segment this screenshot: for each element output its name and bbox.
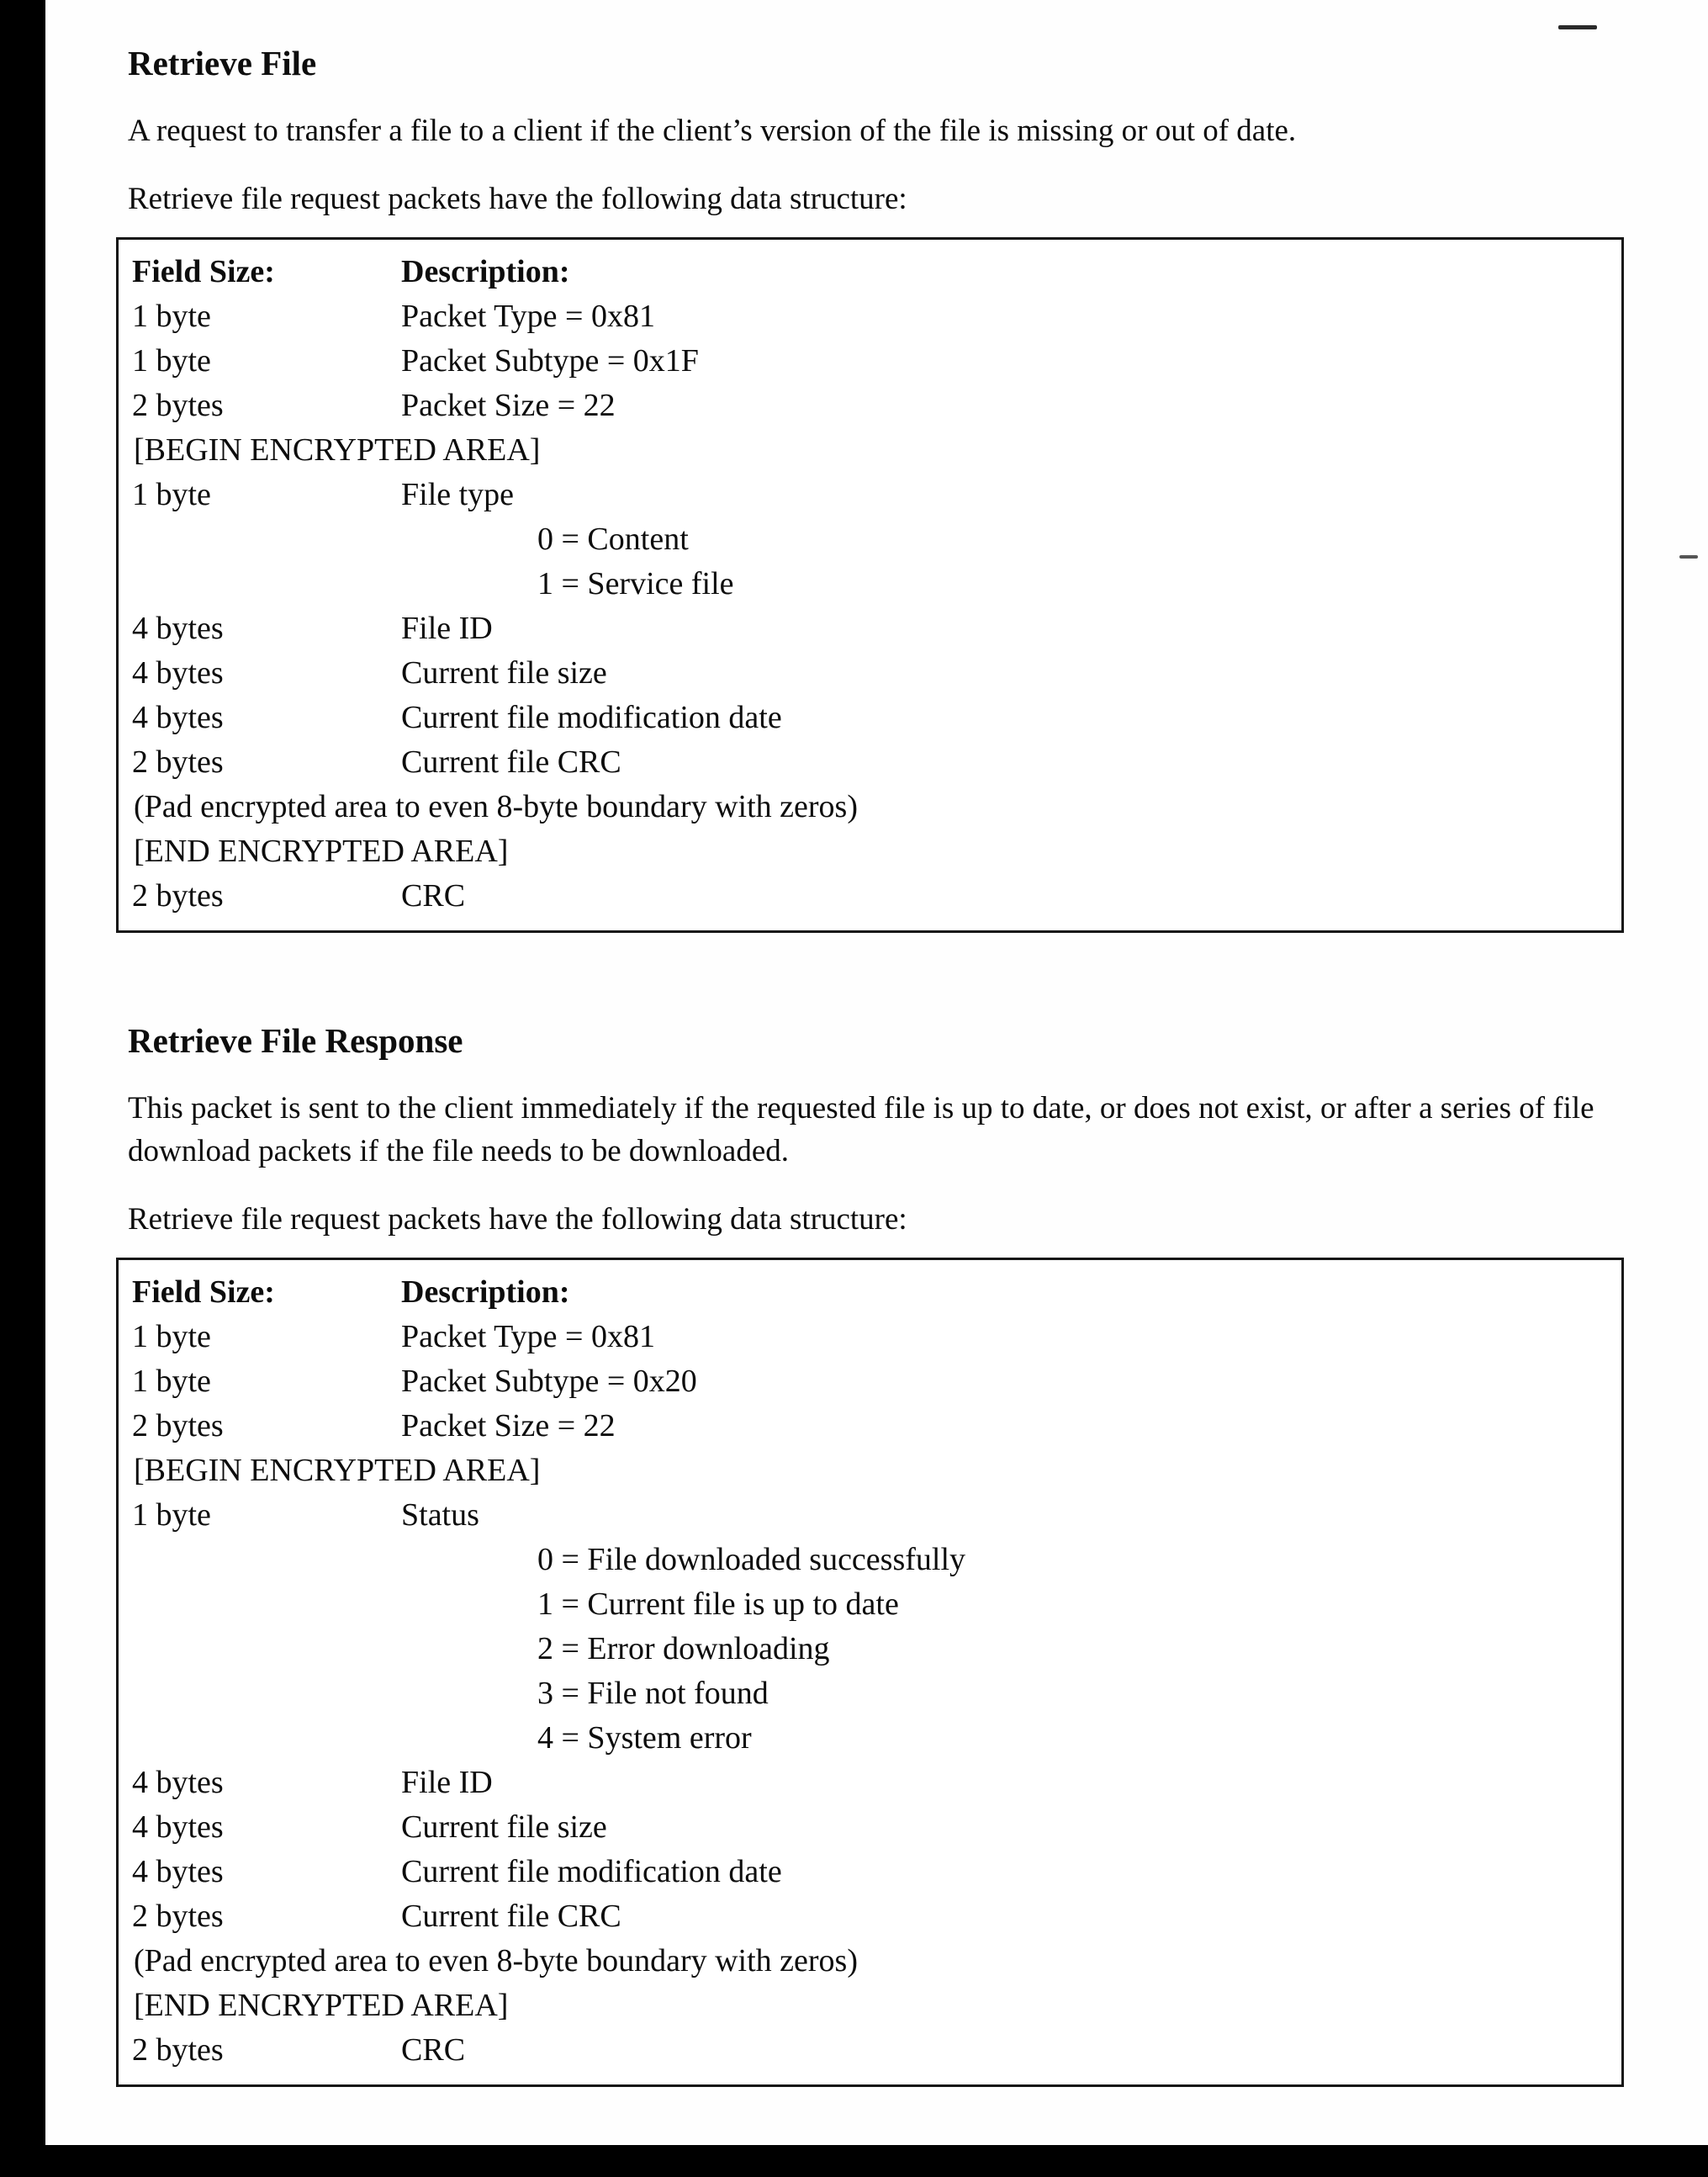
field-size: 1 byte bbox=[132, 477, 211, 512]
field-size: 2 bytes bbox=[132, 1408, 224, 1443]
packet-row-field bbox=[132, 473, 1606, 517]
field-size: 1 byte bbox=[132, 1364, 211, 1399]
field-size: 2 bytes bbox=[132, 388, 224, 423]
packet-structure-table-retrieve-file bbox=[116, 237, 1624, 933]
packet-row-header bbox=[132, 1270, 1606, 1315]
field-description: Current file modification date bbox=[401, 1854, 782, 1889]
packet-row-full: [END ENCRYPTED AREA] bbox=[134, 834, 509, 869]
section-heading-retrieve-file-response: Retrieve File Response bbox=[128, 1021, 463, 1060]
packet-row-option: 0 = File downloaded successfully bbox=[537, 1542, 966, 1577]
field-size: 2 bytes bbox=[132, 744, 224, 780]
scan-artifact-bottom-bar bbox=[0, 2145, 1708, 2177]
packet-row-field bbox=[132, 606, 1606, 651]
packet-row-field bbox=[132, 651, 1606, 696]
packet-row-option: 4 = System error bbox=[537, 1720, 752, 1756]
field-description: Packet Type = 0x81 bbox=[401, 1319, 655, 1354]
packet-row-field bbox=[132, 1493, 1606, 1538]
paragraph-retrieve-file-description: A request to transfer a file to a client if the client’s version of the file is missing or out of date. bbox=[128, 114, 1297, 148]
field-size: 2 bytes bbox=[132, 1899, 224, 1934]
field-description: Current file CRC bbox=[401, 744, 621, 780]
field-size: 4 bytes bbox=[132, 1809, 224, 1845]
packet-row-full: [BEGIN ENCRYPTED AREA] bbox=[134, 432, 541, 468]
packet-row-field bbox=[132, 1894, 1606, 1939]
field-size: 4 bytes bbox=[132, 1765, 224, 1800]
packet-row-field bbox=[132, 696, 1606, 740]
section-retrieve-file bbox=[128, 44, 1609, 933]
field-size: 1 byte bbox=[132, 299, 211, 334]
packet-row-field bbox=[132, 1761, 1606, 1805]
field-description: Status bbox=[401, 1497, 479, 1533]
field-size: 4 bytes bbox=[132, 1854, 224, 1889]
packet-row-field bbox=[132, 1404, 1606, 1449]
packet-row-option: 3 = File not found bbox=[537, 1676, 769, 1711]
column-header-description: Description: bbox=[401, 1274, 570, 1310]
field-description: File type bbox=[401, 477, 515, 512]
field-description: Current file size bbox=[401, 655, 607, 691]
packet-row-field bbox=[132, 740, 1606, 785]
field-description: Packet Size = 22 bbox=[401, 1408, 616, 1443]
field-description: Packet Subtype = 0x20 bbox=[401, 1364, 697, 1399]
paragraph-retrieve-file-leadin: Retrieve file request packets have the following data structure: bbox=[128, 182, 907, 216]
packet-row-option: 1 = Service file bbox=[537, 566, 734, 601]
column-header-field-size: Field Size: bbox=[132, 254, 275, 289]
packet-row-field bbox=[132, 294, 1606, 339]
field-size: 2 bytes bbox=[132, 878, 224, 914]
column-header-field-size: Field Size: bbox=[132, 1274, 275, 1310]
packet-row-field bbox=[132, 874, 1606, 919]
packet-row-field bbox=[132, 1359, 1606, 1404]
field-description: Packet Size = 22 bbox=[401, 388, 616, 423]
packet-row-full: (Pad encrypted area to even 8-byte boundary with zeros) bbox=[134, 1943, 858, 1978]
field-size: 4 bytes bbox=[132, 700, 224, 735]
field-size: 1 byte bbox=[132, 1319, 211, 1354]
packet-row-full: [BEGIN ENCRYPTED AREA] bbox=[134, 1453, 541, 1488]
field-size: 1 byte bbox=[132, 343, 211, 379]
packet-row-full: [END ENCRYPTED AREA] bbox=[134, 1988, 509, 2023]
paragraph-retrieve-file-response-leadin: Retrieve file request packets have the following data structure: bbox=[128, 1202, 907, 1237]
packet-row-field bbox=[132, 2028, 1606, 2073]
field-description: Packet Subtype = 0x1F bbox=[401, 343, 699, 379]
packet-row-option: 1 = Current file is up to date bbox=[537, 1586, 899, 1622]
packet-row-option: 0 = Content bbox=[537, 522, 689, 557]
field-description: File ID bbox=[401, 1765, 493, 1800]
packet-row-field bbox=[132, 1315, 1606, 1359]
packet-row-header bbox=[132, 250, 1606, 294]
field-description: CRC bbox=[401, 878, 466, 914]
section-retrieve-file-response bbox=[128, 1021, 1609, 2087]
packet-row-field bbox=[132, 1850, 1606, 1894]
field-description: Current file modification date bbox=[401, 700, 782, 735]
field-description: File ID bbox=[401, 611, 493, 646]
paragraph-retrieve-file-response-description: This packet is sent to the client immediately if the requested file is up to date, or does not exist, or after a series of file download packets if the file needs to be downloaded. bbox=[128, 1091, 1594, 1168]
packet-row-field bbox=[132, 1805, 1606, 1850]
packet-row-full: (Pad encrypted area to even 8-byte boundary with zeros) bbox=[134, 789, 858, 824]
section-heading-retrieve-file: Retrieve File bbox=[128, 44, 317, 82]
field-description: Current file CRC bbox=[401, 1899, 621, 1934]
field-description: Packet Type = 0x81 bbox=[401, 299, 655, 334]
packet-structure-table-retrieve-file-response bbox=[116, 1258, 1624, 2087]
packet-row-field bbox=[132, 339, 1606, 384]
field-description: CRC bbox=[401, 2032, 466, 2068]
field-description: Current file size bbox=[401, 1809, 607, 1845]
packet-row-option: 2 = Error downloading bbox=[537, 1631, 830, 1666]
column-header-description: Description: bbox=[401, 254, 570, 289]
field-size: 4 bytes bbox=[132, 655, 224, 691]
field-size: 2 bytes bbox=[132, 2032, 224, 2068]
field-size: 4 bytes bbox=[132, 611, 224, 646]
field-size: 1 byte bbox=[132, 1497, 211, 1533]
packet-row-field bbox=[132, 384, 1606, 428]
